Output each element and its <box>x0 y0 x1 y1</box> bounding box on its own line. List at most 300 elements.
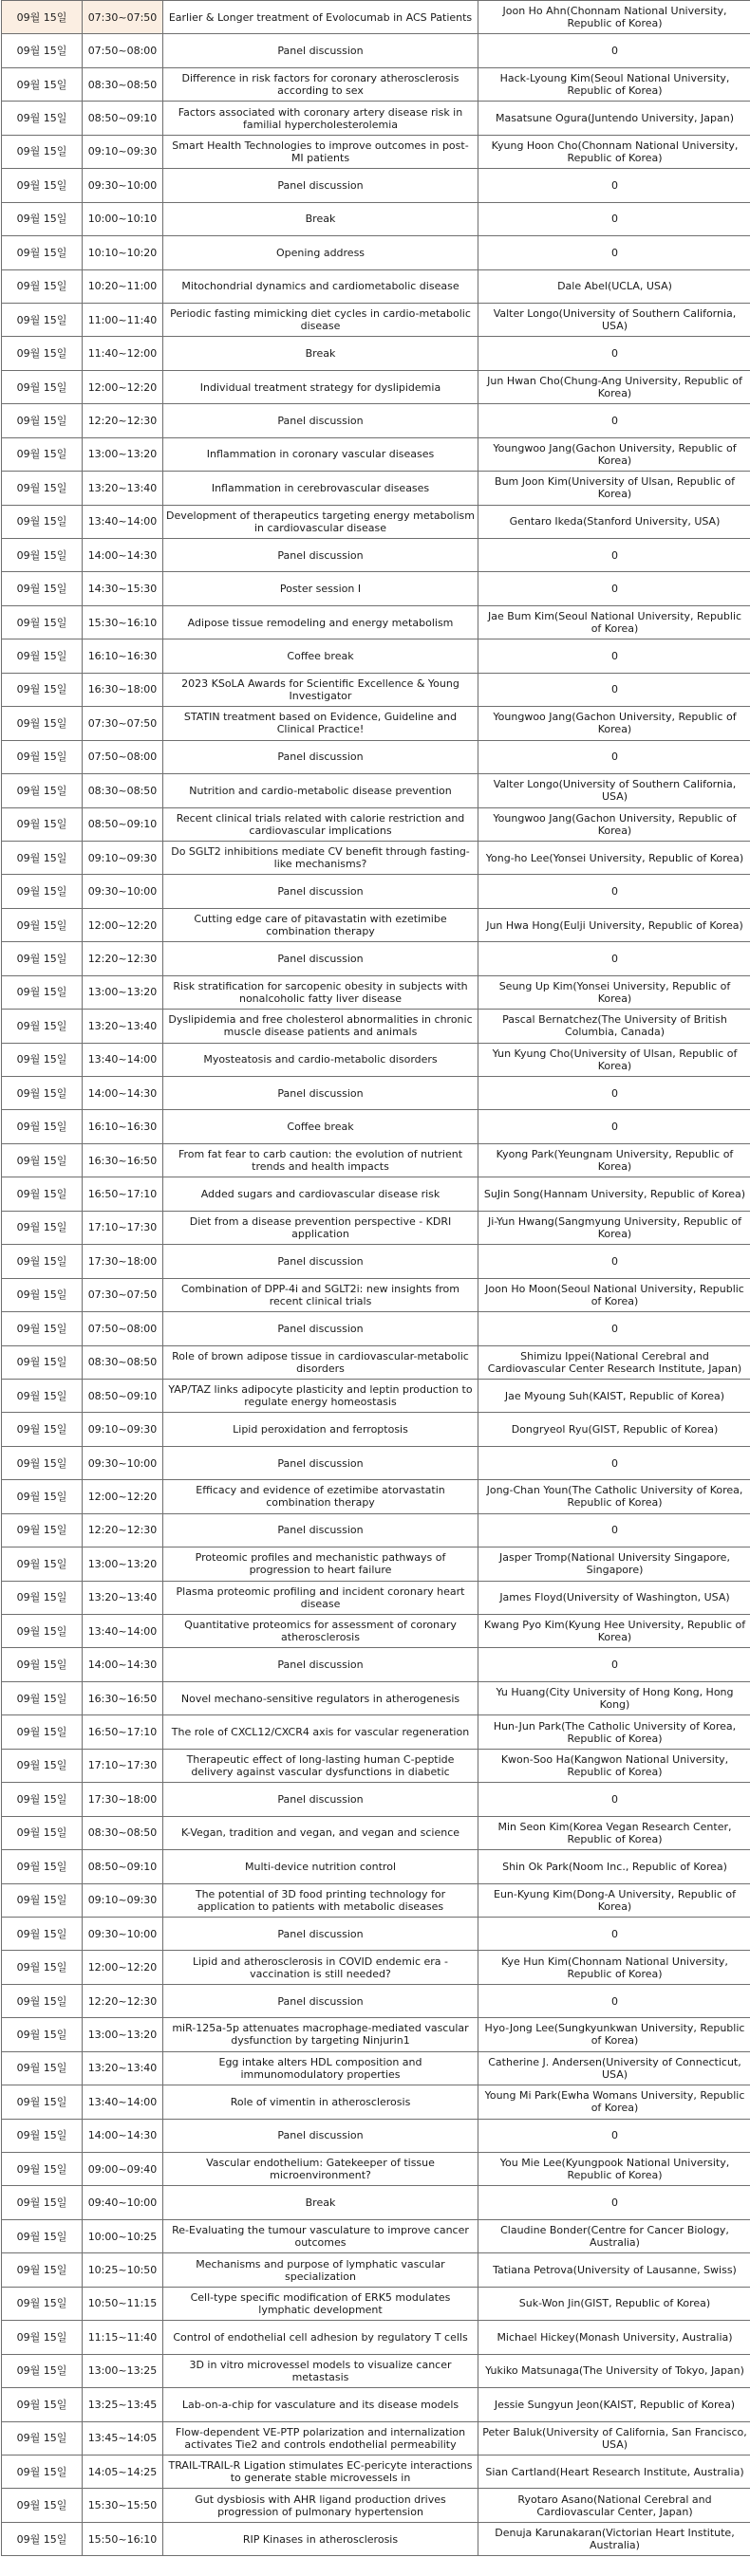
speaker-cell: Michael Hickey(Monash University, Australia) <box>478 2321 750 2354</box>
date-cell: 09월 15일 <box>2 472 83 505</box>
time-cell: 17:30~18:00 <box>83 1245 163 1278</box>
table-row <box>2 774 750 807</box>
topic-cell: Role of vimentin in atherosclerosis <box>163 2085 478 2119</box>
table-row <box>2 505 750 538</box>
speaker-cell: 0 <box>478 202 750 235</box>
topic-cell: Combination of DPP-4i and SGLT2i: new insights from recent clinical trials <box>163 1278 478 1311</box>
topic-cell: Panel discussion <box>163 1446 478 1479</box>
table-row <box>2 942 750 975</box>
table-row <box>2 404 750 437</box>
date-cell: 09월 15일 <box>2 269 83 303</box>
speaker-cell: 0 <box>478 1783 750 1816</box>
time-cell: 12:20~12:30 <box>83 942 163 975</box>
table-row <box>2 539 750 572</box>
topic-cell: Poster session I <box>163 572 478 605</box>
date-cell: 09월 15일 <box>2 942 83 975</box>
date-cell: 09월 15일 <box>2 539 83 572</box>
topic-cell: Difference in risk factors for coronary atherosclerosis according to sex <box>163 67 478 101</box>
topic-cell: Development of therapeutics targeting energy metabolism in cardiovascular disease <box>163 505 478 538</box>
speaker-cell: 0 <box>478 740 750 773</box>
topic-cell: K-Vegan, tradition and vegan, and vegan and science <box>163 1816 478 1849</box>
topic-cell: 3D in vitro microvessel models to visualize cancer metastasis <box>163 2354 478 2387</box>
speaker-cell: Claudine Bonder(Centre for Cancer Biology, Australia) <box>478 2219 750 2252</box>
table-row <box>2 2354 750 2387</box>
topic-cell: Mechanisms and purpose of lymphatic vascular specialization <box>163 2253 478 2287</box>
speaker-cell: 0 <box>478 942 750 975</box>
table-row <box>2 908 750 941</box>
time-cell: 13:20~13:40 <box>83 1010 163 1043</box>
time-cell: 08:30~08:50 <box>83 774 163 807</box>
topic-cell: Do SGLT2 inhibitions mediate CV benefit through fasting-like mechanisms? <box>163 841 478 874</box>
date-cell: 09월 15일 <box>2 2421 83 2455</box>
speaker-cell: Yukiko Matsunaga(The University of Tokyo, Japan) <box>478 2354 750 2387</box>
speaker-cell: Joon Ho Moon(Seoul National University, Republic of Korea) <box>478 1278 750 1311</box>
time-cell: 08:50~09:10 <box>83 807 163 841</box>
date-cell: 09월 15일 <box>2 1043 83 1076</box>
speaker-cell: Shimizu Ippei(National Cerebral and Cardiovascular Center Research Institute, Japan) <box>478 1345 750 1379</box>
topic-cell: Panel discussion <box>163 1648 478 1681</box>
table-row <box>2 1715 750 1749</box>
time-cell: 08:30~08:50 <box>83 1345 163 1379</box>
date-cell: 09월 15일 <box>2 908 83 941</box>
date-cell: 09월 15일 <box>2 2253 83 2287</box>
date-cell: 09월 15일 <box>2 2388 83 2421</box>
time-cell: 13:20~13:40 <box>83 472 163 505</box>
topic-cell: Plasma proteomic profiling and incident coronary heart disease <box>163 1581 478 1614</box>
date-cell: 09월 15일 <box>2 505 83 538</box>
time-cell: 13:40~14:00 <box>83 1043 163 1076</box>
topic-cell: RIP Kinases in atherosclerosis <box>163 2522 478 2555</box>
topic-cell: Coffee break <box>163 1110 478 1143</box>
date-cell: 09월 15일 <box>2 875 83 908</box>
speaker-cell: Min Seon Kim(Korea Vegan Research Center, Republic of Korea) <box>478 1816 750 1849</box>
speaker-cell: 0 <box>478 673 750 706</box>
speaker-cell: Bum Joon Kim(University of Ulsan, Republic of Korea) <box>478 472 750 505</box>
table-row <box>2 1043 750 1076</box>
date-cell: 09월 15일 <box>2 1379 83 1412</box>
date-cell: 09월 15일 <box>2 605 83 639</box>
speaker-cell: Tatiana Petrova(University of Lausanne, Swiss) <box>478 2253 750 2287</box>
speaker-cell: Hun-Jun Park(The Catholic University of Korea, Republic of Korea) <box>478 1715 750 1749</box>
time-cell: 13:00~13:20 <box>83 437 163 471</box>
table-row <box>2 1984 750 2017</box>
speaker-cell: Ryotaro Asano(National Cerebral and Cardiovascular Center, Japan) <box>478 2489 750 2522</box>
time-cell: 13:00~13:20 <box>83 2018 163 2051</box>
date-cell: 09월 15일 <box>2 236 83 269</box>
speaker-cell: 0 <box>478 337 750 370</box>
table-row <box>2 1783 750 1816</box>
speaker-cell: Hyo-Jong Lee(Sungkyunkwan University, Republic of Korea) <box>478 2018 750 2051</box>
speaker-cell: Pascal Bernatchez(The University of British Columbia, Canada) <box>478 1010 750 1043</box>
topic-cell: Flow-dependent VE-PTP polarization and internalization activates Tie2 and controls endothelial permeability <box>163 2421 478 2455</box>
speaker-cell: 0 <box>478 1312 750 1345</box>
time-cell: 15:30~16:10 <box>83 605 163 639</box>
table-row <box>2 303 750 336</box>
date-cell: 09월 15일 <box>2 572 83 605</box>
date-cell: 09월 15일 <box>2 1446 83 1479</box>
date-cell: 09월 15일 <box>2 370 83 403</box>
table-row <box>2 2219 750 2252</box>
time-cell: 08:50~09:10 <box>83 1850 163 1883</box>
table-row <box>2 1951 750 1984</box>
date-cell: 09월 15일 <box>2 673 83 706</box>
time-cell: 16:10~16:30 <box>83 639 163 673</box>
time-cell: 12:20~12:30 <box>83 1984 163 2017</box>
speaker-cell: Jun Hwan Cho(Chung-Ang University, Republic of Korea) <box>478 370 750 403</box>
topic-cell: TRAIL-TRAIL-R Ligation stimulates EC-pericyte interactions to generate stable microvessels in <box>163 2455 478 2488</box>
time-cell: 13:40~14:00 <box>83 2085 163 2119</box>
time-cell: 12:20~12:30 <box>83 404 163 437</box>
topic-cell: Break <box>163 202 478 235</box>
topic-cell: Break <box>163 337 478 370</box>
date-cell: 09월 15일 <box>2 807 83 841</box>
table-row <box>2 1312 750 1345</box>
table-row <box>2 1480 750 1513</box>
table-row <box>2 102 750 135</box>
time-cell: 16:30~18:00 <box>83 673 163 706</box>
speaker-cell: Jong-Chan Youn(The Catholic University of Korea, Republic of Korea) <box>478 1480 750 1513</box>
date-cell: 09월 15일 <box>2 2321 83 2354</box>
topic-cell: Inflammation in coronary vascular diseases <box>163 437 478 471</box>
topic-cell: Panel discussion <box>163 34 478 67</box>
date-cell: 09월 15일 <box>2 1749 83 1782</box>
table-row <box>2 1177 750 1211</box>
table-row <box>2 673 750 706</box>
time-cell: 15:50~16:10 <box>83 2522 163 2555</box>
topic-cell: Panel discussion <box>163 875 478 908</box>
date-cell: 09월 15일 <box>2 202 83 235</box>
date-cell: 09월 15일 <box>2 1143 83 1177</box>
speaker-cell: Seung Up Kim(Yonsei University, Republic of Korea) <box>478 975 750 1009</box>
table-row <box>2 841 750 874</box>
speaker-cell: Gentaro Ikeda(Stanford University, USA) <box>478 505 750 538</box>
speaker-cell: Jasper Tromp(National University Singapore, Singapore) <box>478 1547 750 1581</box>
topic-cell: Cell-type specific modification of ERK5 modulates lymphatic development <box>163 2287 478 2320</box>
speaker-cell: You Mie Lee(Kyungpook National University, Republic of Korea) <box>478 2153 750 2186</box>
time-cell: 10:25~10:50 <box>83 2253 163 2287</box>
speaker-cell: 0 <box>478 1513 750 1547</box>
time-cell: 13:00~13:25 <box>83 2354 163 2387</box>
table-row <box>2 1681 750 1714</box>
time-cell: 10:00~10:25 <box>83 2219 163 2252</box>
date-cell: 09월 15일 <box>2 2085 83 2119</box>
topic-cell: Adipose tissue remodeling and energy metabolism <box>163 605 478 639</box>
topic-cell: Earlier & Longer treatment of Evolocumab in ACS Patients <box>163 1 478 34</box>
topic-cell: Lipid and atherosclerosis in COVID endemic era - vaccination is still needed? <box>163 1951 478 1984</box>
date-cell: 09월 15일 <box>2 1480 83 1513</box>
date-cell: 09월 15일 <box>2 303 83 336</box>
table-row <box>2 1749 750 1782</box>
date-cell: 09월 15일 <box>2 1984 83 2017</box>
date-cell: 09월 15일 <box>2 2455 83 2488</box>
speaker-cell: Yong-ho Lee(Yonsei University, Republic of Korea) <box>478 841 750 874</box>
time-cell: 07:50~08:00 <box>83 34 163 67</box>
topic-cell: 2023 KSoLA Awards for Scientific Excellence & Young Investigator <box>163 673 478 706</box>
time-cell: 09:10~09:30 <box>83 841 163 874</box>
date-cell: 09월 15일 <box>2 67 83 101</box>
topic-cell: Lipid peroxidation and ferroptosis <box>163 1413 478 1446</box>
date-cell: 09월 15일 <box>2 2051 83 2085</box>
table-row <box>2 34 750 67</box>
date-cell: 09월 15일 <box>2 1413 83 1446</box>
time-cell: 14:00~14:30 <box>83 1077 163 1110</box>
date-cell: 09월 15일 <box>2 841 83 874</box>
speaker-cell: Valter Longo(University of Southern California, USA) <box>478 303 750 336</box>
time-cell: 16:50~17:10 <box>83 1177 163 1211</box>
time-cell: 16:30~16:50 <box>83 1143 163 1177</box>
topic-cell: Panel discussion <box>163 539 478 572</box>
time-cell: 13:25~13:45 <box>83 2388 163 2421</box>
topic-cell: Individual treatment strategy for dyslipidemia <box>163 370 478 403</box>
date-cell: 09월 15일 <box>2 1312 83 1345</box>
date-cell: 09월 15일 <box>2 774 83 807</box>
table-row <box>2 2455 750 2488</box>
speaker-cell: Kwon-Soo Ha(Kangwon National University, Republic of Korea) <box>478 1749 750 1782</box>
speaker-cell: Jae Myoung Suh(KAIST, Republic of Korea) <box>478 1379 750 1412</box>
speaker-cell: Yu Huang(City University of Hong Kong, Hong Kong) <box>478 1681 750 1714</box>
time-cell: 14:00~14:30 <box>83 1648 163 1681</box>
time-cell: 17:10~17:30 <box>83 1749 163 1782</box>
topic-cell: Panel discussion <box>163 1917 478 1950</box>
time-cell: 13:20~13:40 <box>83 1581 163 1614</box>
speaker-cell: Jun Hwa Hong(Eulji University, Republic of Korea) <box>478 908 750 941</box>
topic-cell: Opening address <box>163 236 478 269</box>
date-cell: 09월 15일 <box>2 1211 83 1244</box>
speaker-cell: 0 <box>478 1446 750 1479</box>
table-row <box>2 1211 750 1244</box>
table-row <box>2 236 750 269</box>
time-cell: 07:50~08:00 <box>83 740 163 773</box>
speaker-cell: Catherine J. Andersen(University of Connecticut, USA) <box>478 2051 750 2085</box>
speaker-cell: Eun-Kyung Kim(Dong-A University, Republic of Korea) <box>478 1883 750 1917</box>
table-row <box>2 1413 750 1446</box>
time-cell: 10:10~10:20 <box>83 236 163 269</box>
topic-cell: Egg intake alters HDL composition and immunomodulatory properties <box>163 2051 478 2085</box>
time-cell: 08:30~08:50 <box>83 67 163 101</box>
time-cell: 16:50~17:10 <box>83 1715 163 1749</box>
table-row <box>2 1446 750 1479</box>
date-cell: 09월 15일 <box>2 1951 83 1984</box>
table-row <box>2 269 750 303</box>
date-cell: 09월 15일 <box>2 1783 83 1816</box>
speaker-cell: SuJin Song(Hannam University, Republic of Korea) <box>478 1177 750 1211</box>
time-cell: 11:00~11:40 <box>83 303 163 336</box>
speaker-cell: Jae Bum Kim(Seoul National University, Republic of Korea) <box>478 605 750 639</box>
time-cell: 13:40~14:00 <box>83 505 163 538</box>
time-cell: 13:00~13:20 <box>83 975 163 1009</box>
table-row <box>2 740 750 773</box>
date-cell: 09월 15일 <box>2 2522 83 2555</box>
speaker-cell: Masatsune Ogura(Juntendo University, Japan) <box>478 102 750 135</box>
time-cell: 10:00~10:10 <box>83 202 163 235</box>
speaker-cell: 0 <box>478 169 750 202</box>
speaker-cell: Sian Cartland(Heart Research Institute, Australia) <box>478 2455 750 2488</box>
speaker-cell: 0 <box>478 539 750 572</box>
topic-cell: Panel discussion <box>163 1312 478 1345</box>
speaker-cell: 0 <box>478 1077 750 1110</box>
time-cell: 09:40~10:00 <box>83 2186 163 2219</box>
date-cell: 09월 15일 <box>2 1648 83 1681</box>
speaker-cell: 0 <box>478 404 750 437</box>
date-cell: 09월 15일 <box>2 1547 83 1581</box>
table-row <box>2 639 750 673</box>
time-cell: 13:00~13:20 <box>83 1547 163 1581</box>
speaker-cell: Suk-Won Jin(GIST, Republic of Korea) <box>478 2287 750 2320</box>
table-row <box>2 2522 750 2555</box>
time-cell: 13:20~13:40 <box>83 2051 163 2085</box>
topic-cell: Inflammation in cerebrovascular diseases <box>163 472 478 505</box>
table-row <box>2 975 750 1009</box>
topic-cell: Gut dysbiosis with AHR ligand production drives progression of pulmonary hypertension <box>163 2489 478 2522</box>
speaker-cell: Young Mi Park(Ewha Womans University, Republic of Korea) <box>478 2085 750 2119</box>
time-cell: 17:10~17:30 <box>83 1211 163 1244</box>
topic-cell: Dyslipidemia and free cholesterol abnormalities in chronic muscle disease patients and animals <box>163 1010 478 1043</box>
date-cell: 09월 15일 <box>2 1077 83 1110</box>
date-cell: 09월 15일 <box>2 2153 83 2186</box>
topic-cell: Factors associated with coronary artery disease risk in familial hypercholesterolemia <box>163 102 478 135</box>
speaker-cell: 0 <box>478 34 750 67</box>
date-cell: 09월 15일 <box>2 2287 83 2320</box>
speaker-cell: Joon Ho Ahn(Chonnam National University, Republic of Korea) <box>478 1 750 34</box>
date-cell: 09월 15일 <box>2 1917 83 1950</box>
time-cell: 07:50~08:00 <box>83 1312 163 1345</box>
table-row <box>2 2253 750 2287</box>
date-cell: 09월 15일 <box>2 102 83 135</box>
table-row <box>2 572 750 605</box>
table-row <box>2 1110 750 1143</box>
date-cell: 09월 15일 <box>2 1816 83 1849</box>
table-row <box>2 1 750 34</box>
topic-cell: Risk stratification for sarcopenic obesity in subjects with nonalcoholic fatty liver disease <box>163 975 478 1009</box>
table-row <box>2 2489 750 2522</box>
date-cell: 09월 15일 <box>2 1 83 34</box>
date-cell: 09월 15일 <box>2 707 83 740</box>
speaker-cell: Youngwoo Jang(Gachon University, Republic of Korea) <box>478 707 750 740</box>
speaker-cell: Jessie Sungyun Jeon(KAIST, Republic of Korea) <box>478 2388 750 2421</box>
topic-cell: Quantitative proteomics for assessment of coronary atherosclerosis <box>163 1615 478 1648</box>
time-cell: 14:05~14:25 <box>83 2455 163 2488</box>
topic-cell: Panel discussion <box>163 404 478 437</box>
time-cell: 07:30~07:50 <box>83 1 163 34</box>
time-cell: 07:30~07:50 <box>83 1278 163 1311</box>
speaker-cell: 0 <box>478 236 750 269</box>
table-row <box>2 2119 750 2152</box>
time-cell: 14:00~14:30 <box>83 2119 163 2152</box>
table-row <box>2 1917 750 1950</box>
table-row <box>2 2287 750 2320</box>
topic-cell: Multi-device nutrition control <box>163 1850 478 1883</box>
topic-cell: YAP/TAZ links adipocyte plasticity and leptin production to regulate energy homeostasis <box>163 1379 478 1412</box>
table-row <box>2 202 750 235</box>
speaker-cell: 0 <box>478 639 750 673</box>
date-cell: 09월 15일 <box>2 975 83 1009</box>
time-cell: 12:00~12:20 <box>83 1480 163 1513</box>
topic-cell: Periodic fasting mimicking diet cycles in cardio-metabolic disease <box>163 303 478 336</box>
date-cell: 09월 15일 <box>2 1615 83 1648</box>
date-cell: 09월 15일 <box>2 169 83 202</box>
date-cell: 09월 15일 <box>2 1245 83 1278</box>
date-cell: 09월 15일 <box>2 2489 83 2522</box>
table-row <box>2 2186 750 2219</box>
time-cell: 15:30~15:50 <box>83 2489 163 2522</box>
topic-cell: STATIN treatment based on Evidence, Guideline and Clinical Practice! <box>163 707 478 740</box>
time-cell: 13:40~14:00 <box>83 1615 163 1648</box>
speaker-cell: Peter Baluk(University of California, San Francisco, USA) <box>478 2421 750 2455</box>
table-row <box>2 1547 750 1581</box>
time-cell: 14:30~15:30 <box>83 572 163 605</box>
speaker-cell: 0 <box>478 1245 750 1278</box>
table-row <box>2 2051 750 2085</box>
table-row <box>2 2085 750 2119</box>
date-cell: 09월 15일 <box>2 1681 83 1714</box>
table-row <box>2 875 750 908</box>
speaker-cell: Shin Ok Park(Noom Inc., Republic of Korea) <box>478 1850 750 1883</box>
topic-cell: miR-125a-5p attenuates macrophage-mediated vascular dysfunction by targeting Ninjurin1 <box>163 2018 478 2051</box>
time-cell: 09:10~09:30 <box>83 1413 163 1446</box>
topic-cell: Panel discussion <box>163 1513 478 1547</box>
time-cell: 12:00~12:20 <box>83 908 163 941</box>
date-cell: 09월 15일 <box>2 337 83 370</box>
speaker-cell: Yun Kyung Cho(University of Ulsan, Republic of Korea) <box>478 1043 750 1076</box>
schedule-table <box>1 0 750 2556</box>
time-cell: 08:50~09:10 <box>83 1379 163 1412</box>
topic-cell: The role of CXCL12/CXCR4 axis for vascular regeneration <box>163 1715 478 1749</box>
time-cell: 17:30~18:00 <box>83 1783 163 1816</box>
table-row <box>2 807 750 841</box>
topic-cell: Therapeutic effect of long-lasting human C-peptide delivery against vascular dysfunctions in diabetic <box>163 1749 478 1782</box>
time-cell: 12:20~12:30 <box>83 1513 163 1547</box>
date-cell: 09월 15일 <box>2 437 83 471</box>
date-cell: 09월 15일 <box>2 1581 83 1614</box>
table-row <box>2 1077 750 1110</box>
date-cell: 09월 15일 <box>2 2219 83 2252</box>
time-cell: 12:00~12:20 <box>83 1951 163 1984</box>
speaker-cell: Kyong Park(Yeungnam University, Republic of Korea) <box>478 1143 750 1177</box>
speaker-cell: Hack-Lyoung Kim(Seoul National University, Republic of Korea) <box>478 67 750 101</box>
topic-cell: The potential of 3D food printing technology for application to patients with metabolic diseases <box>163 1883 478 1917</box>
speaker-cell: Denuja Karunakaran(Victorian Heart Institute, Australia) <box>478 2522 750 2555</box>
date-cell: 09월 15일 <box>2 404 83 437</box>
time-cell: 16:10~16:30 <box>83 1110 163 1143</box>
table-row <box>2 1278 750 1311</box>
table-row <box>2 605 750 639</box>
table-row <box>2 2388 750 2421</box>
speaker-cell: Youngwoo Jang(Gachon University, Republic of Korea) <box>478 807 750 841</box>
topic-cell: Panel discussion <box>163 1245 478 1278</box>
table-row <box>2 370 750 403</box>
table-row <box>2 169 750 202</box>
table-row <box>2 2421 750 2455</box>
topic-cell: Myosteatosis and cardio-metabolic disorders <box>163 1043 478 1076</box>
topic-cell: Proteomic profiles and mechanistic pathways of progression to heart failure <box>163 1547 478 1581</box>
date-cell: 09월 15일 <box>2 2354 83 2387</box>
speaker-cell: Dongryeol Ryu(GIST, Republic of Korea) <box>478 1413 750 1446</box>
date-cell: 09월 15일 <box>2 1345 83 1379</box>
table-row <box>2 1648 750 1681</box>
time-cell: 09:30~10:00 <box>83 1446 163 1479</box>
topic-cell: Break <box>163 2186 478 2219</box>
schedule-body <box>2 1 750 2556</box>
time-cell: 08:50~09:10 <box>83 102 163 135</box>
speaker-cell: 0 <box>478 875 750 908</box>
time-cell: 09:30~10:00 <box>83 875 163 908</box>
topic-cell: Added sugars and cardiovascular disease risk <box>163 1177 478 1211</box>
topic-cell: Nutrition and cardio-metabolic disease prevention <box>163 774 478 807</box>
table-row <box>2 1379 750 1412</box>
date-cell: 09월 15일 <box>2 1278 83 1311</box>
speaker-cell: 0 <box>478 2186 750 2219</box>
date-cell: 09월 15일 <box>2 2018 83 2051</box>
